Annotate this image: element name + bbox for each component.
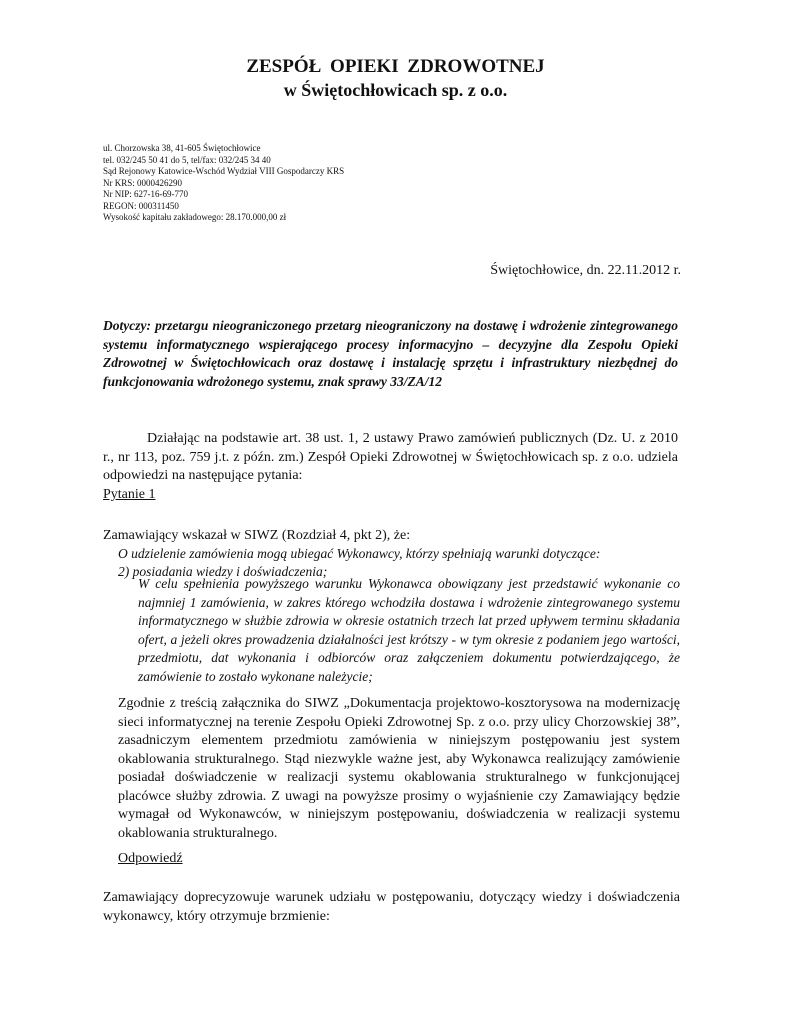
question-body: Zgodnie z treścią załącznika do SIWZ „Dokumentacja projektowo-kosztorysowa na modernizację sieci informatycznej na terenie Zespołu Opieki Zdrowotnej Sp. z o.o. przy ulicy Chorzowskiej 38”, zasadniczym elementem przedmiotu zamówienia w niniejszym postępowaniu jest system okablowania strukturalnego. Stąd niezwykle ważne jest, aby Wykonawca realizujący zamówienie posiadał doświadczenie w realizacji systemu okablowania strukturalnego w funkcjonującej placówce służby zdrowia. Z uwagi na powyższe prosimy o wyjaśnienie czy Zamawiający będzie wymagał od Wykonawców, w niniejszym postępowaniu, doświadczenia w realizacji systemu okablowania strukturalnego. xyxy=(118,696,680,841)
company-capital: Wysokość kapitału zakładowego: 28.170.000,00 zł xyxy=(103,212,287,222)
company-address: ul. Chorzowska 38, 41-605 Świętochłowice xyxy=(103,143,261,153)
company-court: Sąd Rejonowy Katowice-Wschód Wydział VIII Gospodarczy KRS xyxy=(103,166,345,176)
quote-line: 2) posiadania wiedzy i doświadczenia; xyxy=(118,564,328,579)
question-heading: Pytanie 1 xyxy=(103,487,156,502)
company-info xyxy=(103,143,344,224)
answer-heading: Odpowiedź xyxy=(118,851,183,866)
institution-subtitle: w Świętochłowicach sp. z o.o. xyxy=(283,80,508,100)
quote-line: O udzielenie zamówienia mogą ubiegać Wykonawcy, którzy spełniają warunki dotyczące: xyxy=(118,546,601,561)
company-krs: Nr KRS: 0000426290 xyxy=(103,177,183,188)
answer-body: Zamawiający doprecyzowuje warunek udziału w postępowaniu, dotyczący wiedzy i doświadczenia wykonawcy, który otrzymuje brzmienie: xyxy=(103,890,680,924)
quote-block: W celu spełnienia powyższego warunku Wykonawca obowiązany jest przedstawić wykonanie co najmniej 1 zamówienia, w zakres którego wchodziła dostawa i wdrożenie zintegrowanego systemu informatycznego w służbie zdrowia w okresie ostatnich trzech lat przed upływem terminu składania ofert, a jeżeli okres prowadzenia działalności jest krótszy - w tym okresie z podaniem jego wartości, przedmiotu, dat wykonania i odbiorców oraz załączeniem dokumentu potwierdzającego, że zamówienie to zostało wykonane należycie; xyxy=(138,576,680,684)
company-phone: tel. 032/245 50 41 do 5, tel/fax: 032/245 34 40 xyxy=(103,154,271,165)
company-nip: Nr NIP: 627-16-69-770 xyxy=(103,189,188,199)
intro-paragraph: Działając na podstawie art. 38 ust. 1, 2 ustawy Prawo zamówień publicznych (Dz. U. z 2010 r., nr 113, poz. 759 j.t. z późn. zm.) Zespół Opieki Zdrowotnej w Świętochłowicach sp. z o.o. udziela odpowiedzi na następujące pytania: xyxy=(103,431,678,483)
subject-paragraph: Dotyczy: przetargu nieograniczonego przetarg nieograniczony na dostawę i wdrożenie zintegrowanego systemu informatycznego wspierającego procesy informacyjno – decyzyjne dla Zespołu Opieki Zdrowotnej w Świętochłowicach oraz dostawę i instalację sprzętu i infrastruktury niezbędnej do funkcjonowania wdrożonego systemu, znak sprawy 33/ZA/12 xyxy=(103,318,678,389)
institution-title: ZESPÓŁ OPIEKI ZDROWOTNEJ xyxy=(246,56,545,77)
question-intro: Zamawiający wskazał w SIWZ (Rozdział 4, pkt 2), że: xyxy=(103,528,411,543)
document-date: Świętochłowice, dn. 22.11.2012 r. xyxy=(490,263,681,278)
company-regon: REGON: 000311450 xyxy=(103,200,179,211)
